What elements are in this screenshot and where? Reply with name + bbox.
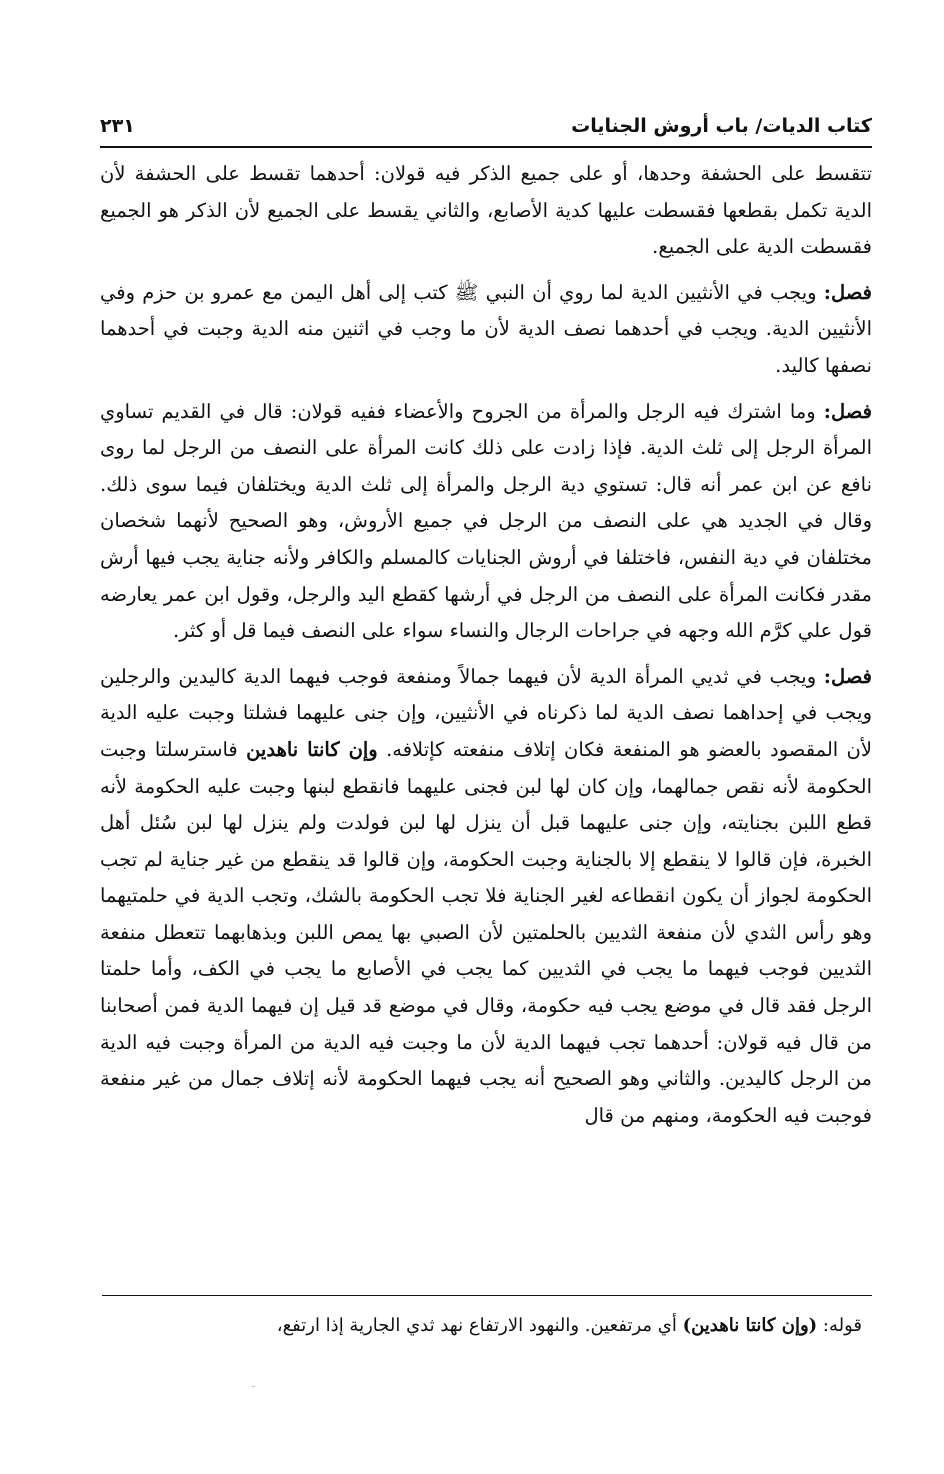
footnote-text: أي مرتفعين. والنهود الارتفاع نهد ثدي الجارية إذا ارتفع،: [276, 1315, 683, 1336]
paragraph-text: ويجب في الأنثيين الدية لما روي أن النبي ﷺ كتب إلى أهل اليمن مع عمرو بن حزم وفي الأنثيين الدية. ويجب في أحدهما نصف الدية لأن ما وجب في اثنين منه الدية وجبت في أحدهما نصفها كاليد.: [100, 280, 872, 377]
paragraph-breasts: [100, 659, 872, 1135]
page-number: ٢٣١: [100, 115, 135, 137]
footnote-lead: قوله:: [817, 1315, 862, 1336]
section-keyword: فصل:: [823, 664, 872, 688]
section-keyword: فصل:: [823, 280, 872, 304]
paragraph-text: فاسترسلتا وجبت الحكومة لأنه نقص جمالهما، وإن كان لها لبن فجنى عليهما فانقطع لبنها وجبت عليه الحكومة لأنه قطع اللبن بجنايته، وإن جنى عليهما قبل أن ينزل لها لبن فولدت ولم ينزل لها لبن سُئل أهل الخبرة، فإن قالوا لا ينقطع إلا بالجناية وجبت الحكومة، وإن قالوا قد ينقطع من غير جناية لم تجب الحكومة لجواز أن يكون انقطاعه لغير الجناية فلا تجب الحكومة بالشك، وتجب الدية في حلمتيهما وهو رأس الثدي لأن منفعة الثديين بالحلمتين لأن الصبي بها يمص اللبن وبذهابهما تتعطل منفعة الثديين فوجب فيهما ما يجب في الثديين كما يجب في الأصابع ما يجب في الكف، وأما حلمتا الرجل فقد قال في موضع يجب فيه حكومة، وقال في موضع قد قيل إن فيهما الدية فمن أصحابنا من قال فيه قولان: أحدهما تجب فيهما الدية لأن ما وجبت فيه الدية من المرأة وجبت فيه الدية من الرجل كاليدين. والثاني وهو الصحيح أنه يجب فيهما الحكومة لأنه إتلاف جمال من غير منفعة فوجبت فيه الحكومة، ومنهم من قال: [100, 737, 872, 1127]
running-title: كتاب الديات/ باب أروش الجنايات: [571, 115, 872, 137]
page-header: [100, 108, 872, 140]
paragraph-continued: [100, 156, 872, 266]
footnote-rule: [102, 1295, 872, 1296]
section-keyword: فصل:: [823, 399, 872, 423]
scan-speck: [252, 1386, 255, 1387]
paragraph-text: تتقسط على الحشفة وحدها، أو على جميع الذكر فيه قولان: أحدهما تقسط على الحشفة لأن الدية تكمل بقطعها فقسطت عليها كدية الأصابع، والثاني يقسط على الجميع لأن الذكر هو الجميع فقسطت الدية على الجميع.: [100, 162, 872, 259]
footnote-term: (وإن كانتا ناهدين): [682, 1315, 818, 1336]
footnote: [102, 1310, 862, 1342]
paragraph-wounds: [100, 394, 872, 650]
header-rule: [100, 146, 872, 148]
paragraph-text: ويجب في ثديي المرأة الدية لأن فيهما جمالاً ومنفعة فوجب فيهما الدية كاليدين والرجلين ويجب في إحداهما نصف الدية لما ذكرناه في الأنثيين، وإن جنى عليهما فشلتا وجبت عليه الدية لأن المقصود بالعضو هو المنفعة فكان إتلاف منفعته كإتلافه.: [100, 664, 872, 761]
main-text: [100, 156, 872, 1134]
book-page: [100, 108, 872, 1368]
highlighted-term: وإن كانتا ناهدين: [246, 737, 378, 761]
paragraph-testicles: [100, 275, 872, 385]
paragraph-text: وما اشترك فيه الرجل والمرأة من الجروح والأعضاء ففيه قولان: قال في القديم تساوي المرأة الرجل إلى ثلث الدية. فإذا زادت على ذلك كانت المرأة على النصف من الرجل لما روى نافع عن ابن عمر أنه قال: تستوي دية الرجل والمرأة إلى ثلث الدية ويختلفان فيما سوى ذلك. وقال في الجديد هي على النصف من الرجل في جميع الأروش، وهو الصحيح لأنهما شخصان مختلفان في دية النفس، فاختلفا في أروش الجنايات كالمسلم والكافر ولأنه جناية يجب فيها أرش مقدر فكانت المرأة على النصف من الرجل في أرشها كقطع اليد والرجل، وقول ابن عمر يعارضه قول علي كرَّم الله وجهه في جراحات الرجال والنساء سواء على النصف فيما قل أو كثر.: [100, 399, 872, 643]
